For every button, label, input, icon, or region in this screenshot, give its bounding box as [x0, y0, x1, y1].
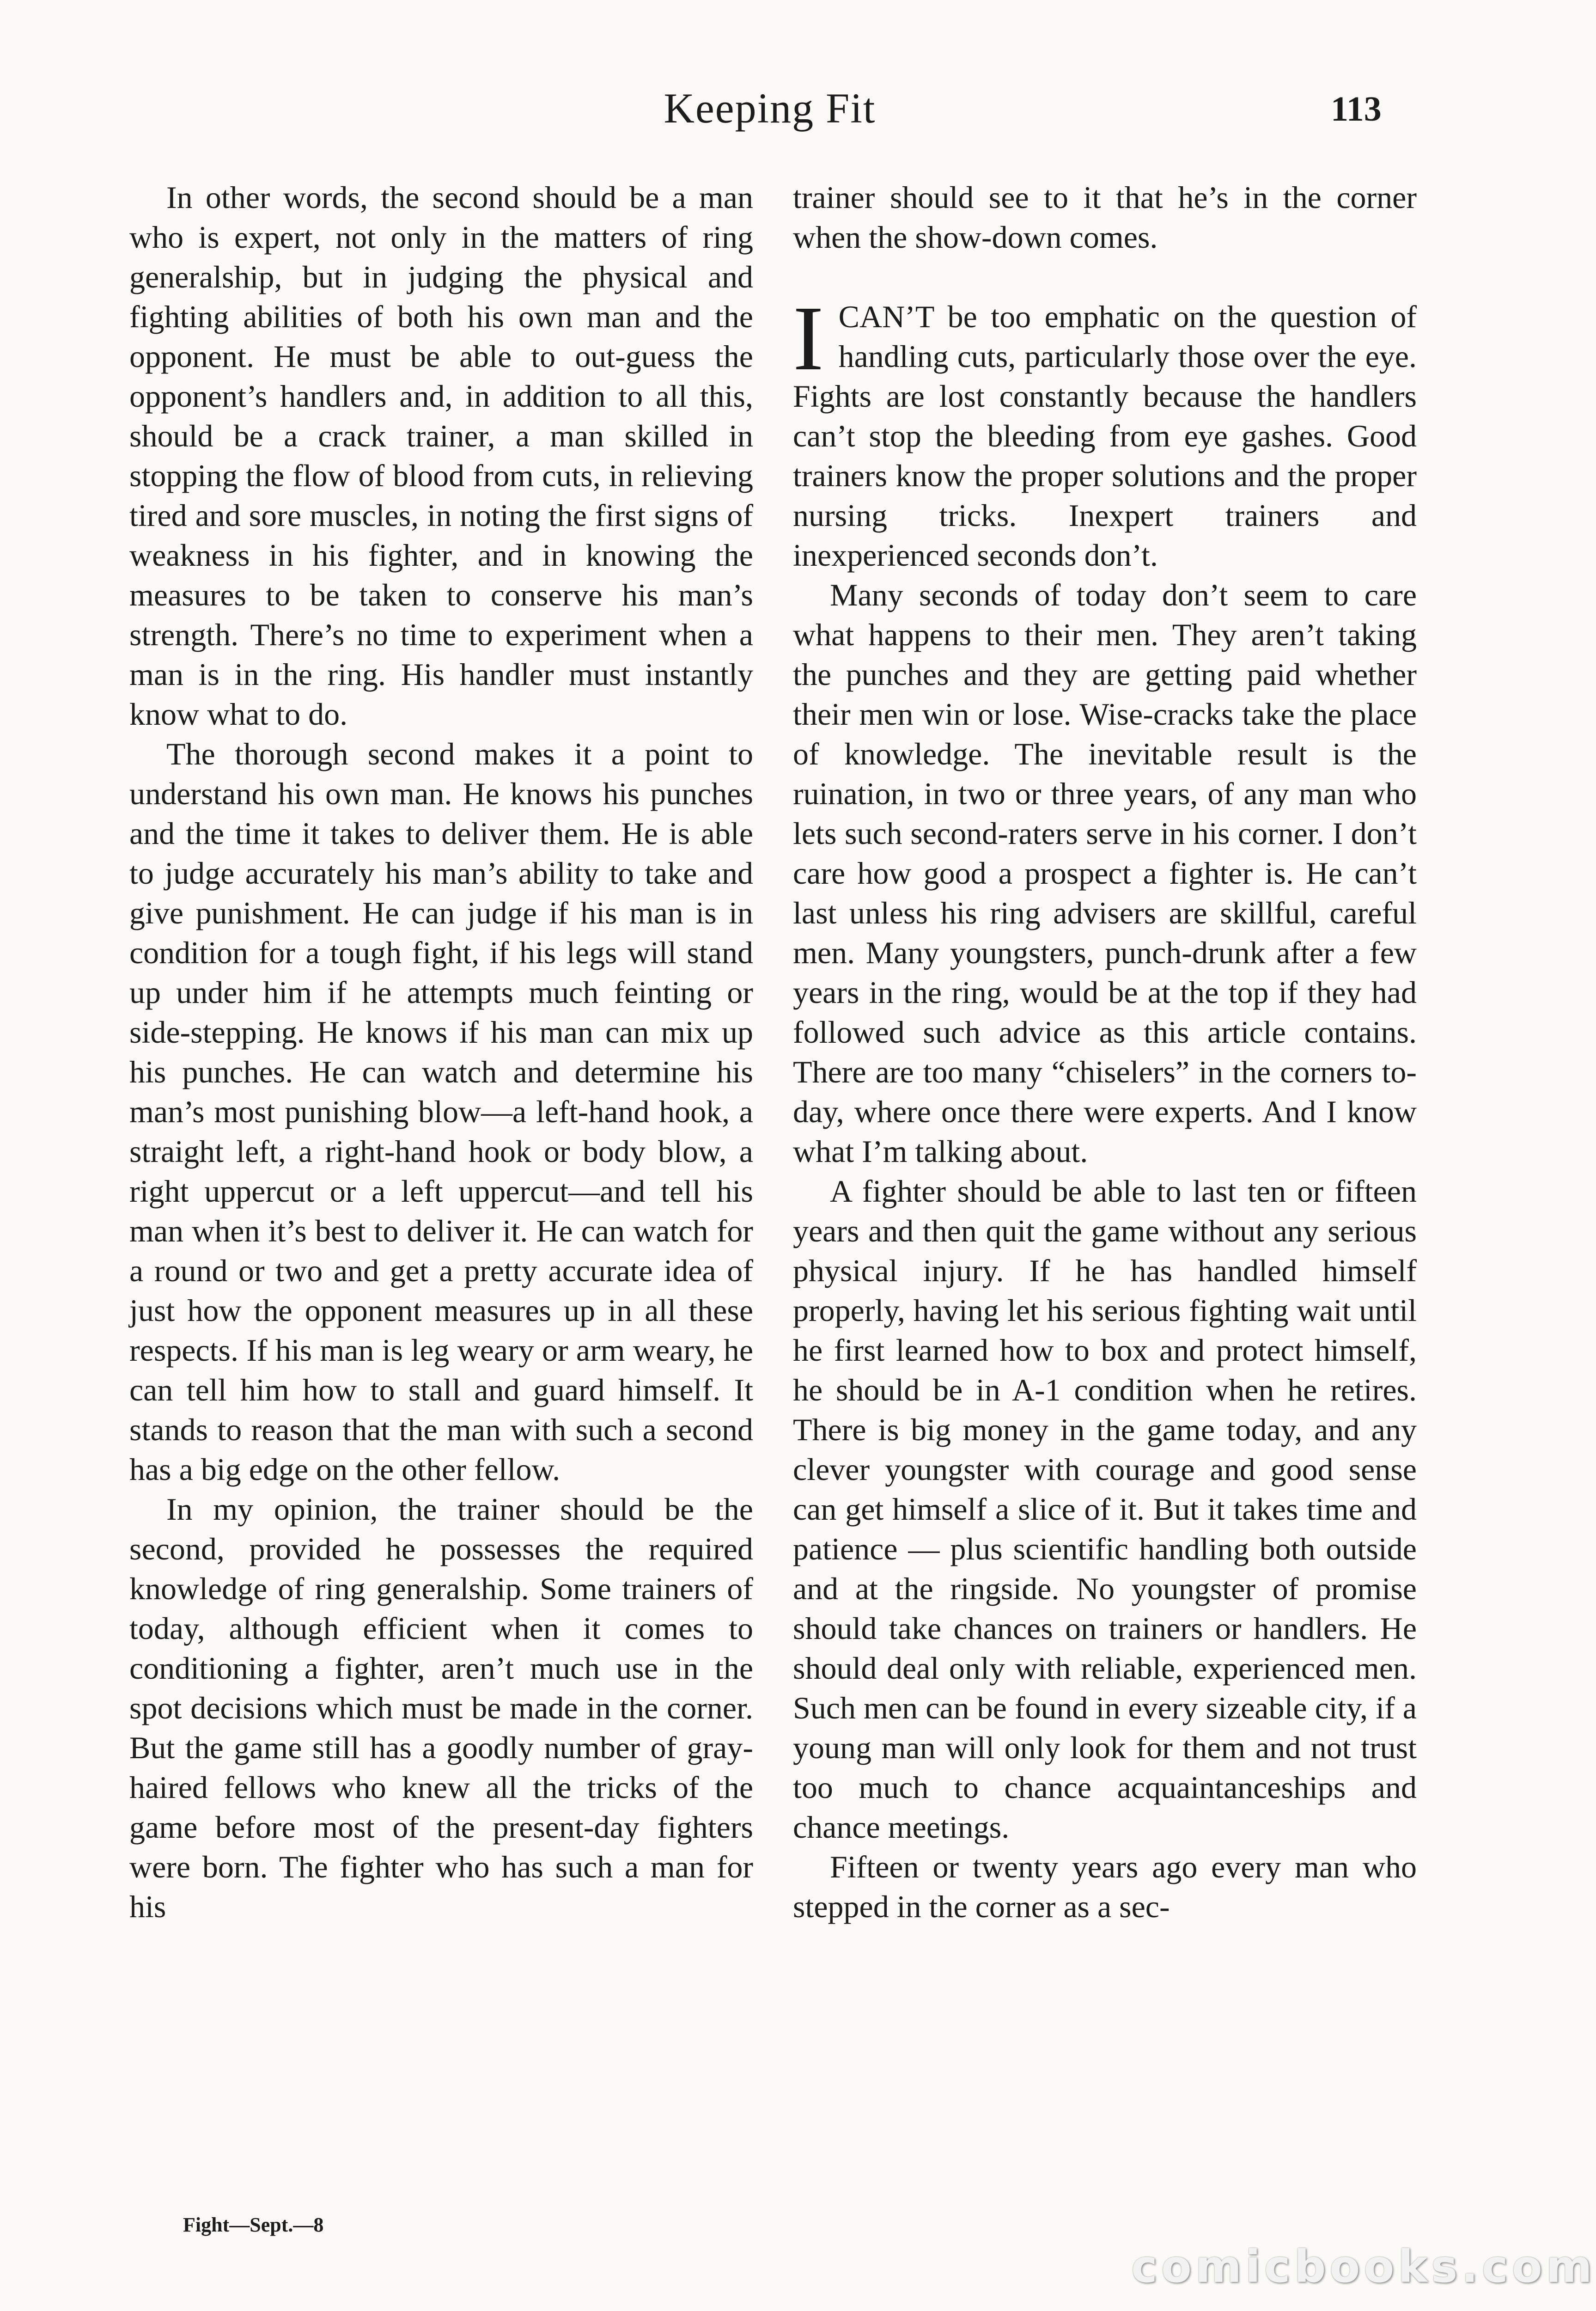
watermark: comicbooks.com [1131, 2241, 1596, 2293]
paragraph: A fighter should be able to last ten or fifteen years and then quit the game without any serious physical injury. If he has handled himself properly, having let his serious fighting wait until he first learned how to box and protect himself, he should be in A-1 condition when he retires. There is big money in the game today, and any clever youngster with courage and good sense can get himself a slice of it. But it takes time and patience — plus scientific handling both outside and at the ringside. No youngster of promise should take chances on trainers or handlers. He should deal only with reliable, experienced men. Such men can be found in every sizeable city, if a young man will only look for them and not trust too much to chance acquaintanceships and chance meetings. [793, 1174, 1417, 1845]
page-title: Keeping Fit [664, 85, 876, 132]
paragraph: trainer should see to it that he’s in the corner when the show-down comes. [793, 180, 1417, 255]
paragraph: In other words, the second should be a man who is expert, not only in the matters of ring generalship, but in judging the physical and fighting abilities of both his own man and the opponent. He must be able to out-guess the opponent’s handlers and, in addition to all this, should be a crack trainer, a man skilled in stopping the flow of blood from cuts, in relieving tired and sore muscles, in noting the first signs of weakness in his fighter, and in knowing the measures to be taken to conserve his man’s strength. There’s no time to experiment when a man is in the ring. His handler must instantly know what to do. [129, 180, 753, 732]
page-number: 113 [1331, 90, 1382, 128]
right-column [793, 177, 1417, 1926]
left-column [129, 177, 753, 1926]
drop-cap: I [793, 287, 824, 390]
paragraph: Many seconds of today don’t seem to care what happens to their men. They aren’t taking the punches and they are getting paid whether their men win or lose. Wise-cracks take the place of knowledge. The inevitable result is the ruination, in two or three years, of any man who lets such second-raters serve in his corner. I don’t care how good a prospect a fighter is. He can’t last unless his ring advisers are skillful, careful men. Many youngsters, punch-drunk after a few years in the ring, would be at the top if they had followed such advice as this article contains. There are too many “chiselers” in the corners today, where once there were experts. And I know what I’m talking about. [793, 577, 1417, 1169]
paragraph: Fifteen or twenty years ago every man who stepped in the corner as a sec- [793, 1849, 1417, 1924]
section-opening-text: CAN’T be too emphatic on the question of handling cuts, particularly those over the eye. Fights are lost constantly because the handlers can’t stop the bleeding from eye gashes. Good trainers know the proper solutions and the proper nursing tricks. Inexpert trainers and inexperienced seconds don’t. [793, 299, 1417, 573]
footer-signature-note: Fight—Sept.—8 [183, 2213, 324, 2236]
section-opening-paragraph [793, 287, 1417, 575]
paragraph: In my opinion, the trainer should be the second, provided he possesses the required knowledge of ring generalship. Some trainers of today, although efficient when it comes to conditioning a fighter, aren’t much use in the spot decisions which must be made in the corner. But the game still has a goodly number of gray-haired fellows who knew all the tricks of the game before most of the present-day fighters were born. The fighter who has such a man for his [129, 1492, 753, 1924]
paragraph: The thorough second makes it a point to understand his own man. He knows his punches and the time it takes to deliver them. He is able to judge accurately his man’s ability to take and give punishment. He can judge if his man is in condition for a tough fight, if his legs will stand up under him if he attempts much feinting or side-stepping. He knows if his man can mix up his punches. He can watch and determine his man’s most punishing blow—a left-hand hook, a straight left, a right-hand hook or body blow, a right uppercut or a left uppercut—and tell his man when it’s best to deliver it. He can watch for a round or two and get a pretty accurate idea of just how the opponent measures up in all these respects. If his man is leg weary or arm weary, he can tell him how to stall and guard himself. It stands to reason that the man with such a second has a big edge on the other fellow. [129, 736, 753, 1487]
